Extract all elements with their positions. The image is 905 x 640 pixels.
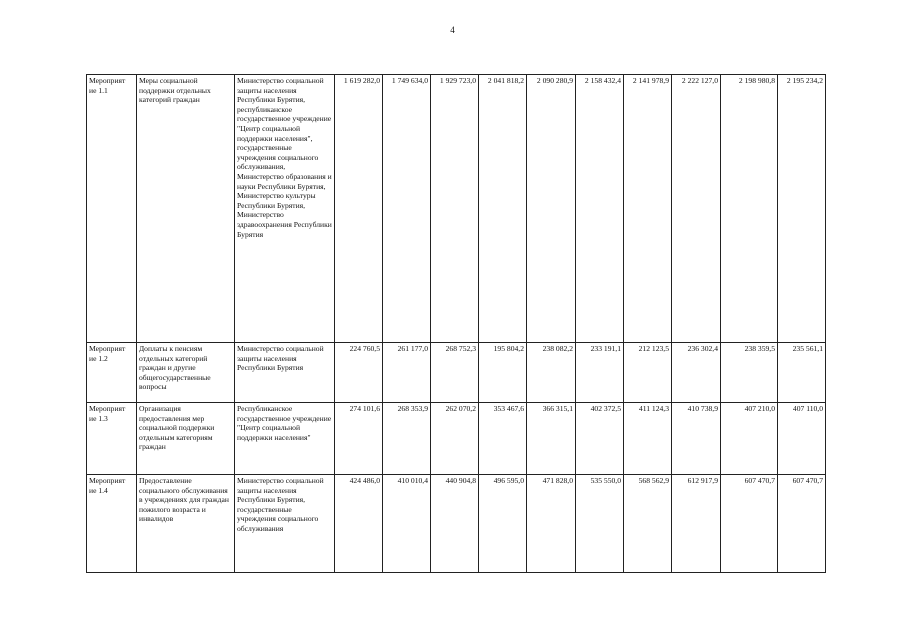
value-cell: 236 302,4 (672, 343, 721, 403)
value-cell: 410 738,9 (672, 403, 721, 475)
measure-code: Мероприят ие 1.3 (87, 403, 137, 475)
value-cell: 268 353,9 (383, 403, 431, 475)
measure-name: Меры социальной поддержки отдельных категорий граждан (137, 75, 235, 343)
table-row (87, 343, 826, 403)
value-cell: 366 315,1 (527, 403, 576, 475)
value-cell: 1 929 723,0 (431, 75, 479, 343)
value-cell: 2 090 280,9 (527, 75, 576, 343)
value-cell: 471 828,0 (527, 475, 576, 573)
value-cell: 1 749 634,0 (383, 75, 431, 343)
measure-executor: Министерство социальной защиты населения Республики Бурятия (235, 343, 335, 403)
value-cell: 233 191,1 (576, 343, 624, 403)
value-cell: 410 010,4 (383, 475, 431, 573)
value-cell: 407 210,0 (721, 403, 778, 475)
measure-name: Доплаты к пенсиям отдельных категорий граждан и другие общегосударственные вопросы (137, 343, 235, 403)
value-cell: 424 486,0 (335, 475, 383, 573)
value-cell: 407 110,0 (778, 403, 826, 475)
measure-code: Мероприят ие 1.1 (87, 75, 137, 343)
value-cell: 1 619 282,0 (335, 75, 383, 343)
value-cell: 2 141 978,9 (624, 75, 672, 343)
measure-executor: Министерство социальной защиты населения Республики Бурятия, республиканское государственное учреждение "Центр социальной поддержки населения", государственные учреждения социального обслуживания, Министерство образования и науки Республики Бурятия, Министерство культуры Республики Бурятия, Министерство здравоохранения Республики Бурятия (235, 75, 335, 343)
value-cell: 238 082,2 (527, 343, 576, 403)
value-cell: 496 595,0 (479, 475, 527, 573)
value-cell: 535 550,0 (576, 475, 624, 573)
value-cell: 262 070,2 (431, 403, 479, 475)
table-row (87, 403, 826, 475)
value-cell: 235 561,1 (778, 343, 826, 403)
value-cell: 224 760,5 (335, 343, 383, 403)
value-cell: 411 124,3 (624, 403, 672, 475)
value-cell: 607 470,7 (721, 475, 778, 573)
value-cell: 353 467,6 (479, 403, 527, 475)
measure-code: Мероприят ие 1.4 (87, 475, 137, 573)
page-number: 4 (450, 25, 455, 35)
value-cell: 2 198 980,8 (721, 75, 778, 343)
value-cell: 212 123,5 (624, 343, 672, 403)
value-cell: 568 562,9 (624, 475, 672, 573)
table-row (87, 75, 826, 343)
table-row (87, 475, 826, 573)
value-cell: 2 158 432,4 (576, 75, 624, 343)
measure-executor: Министерство социальной защиты населения Республики Бурятия, государственные учреждения социального обслуживания (235, 475, 335, 573)
value-cell: 2 222 127,0 (672, 75, 721, 343)
measure-name: Предоставление социального обслуживания в учреждениях для граждан пожилого возраста и инвалидов (137, 475, 235, 573)
measure-executor: Республиканское государственное учреждение "Центр социальной поддержки населения" (235, 403, 335, 475)
measure-name: Организация предоставления мер социальной поддержки отдельным категориям граждан (137, 403, 235, 475)
value-cell: 268 752,3 (431, 343, 479, 403)
measure-code: Мероприят ие 1.2 (87, 343, 137, 403)
budget-table (86, 74, 826, 573)
value-cell: 2 195 234,2 (778, 75, 826, 343)
value-cell: 440 904,8 (431, 475, 479, 573)
value-cell: 607 470,7 (778, 475, 826, 573)
value-cell: 261 177,0 (383, 343, 431, 403)
value-cell: 274 101,6 (335, 403, 383, 475)
value-cell: 612 917,9 (672, 475, 721, 573)
value-cell: 402 372,5 (576, 403, 624, 475)
value-cell: 195 804,2 (479, 343, 527, 403)
value-cell: 238 359,5 (721, 343, 778, 403)
value-cell: 2 041 818,2 (479, 75, 527, 343)
